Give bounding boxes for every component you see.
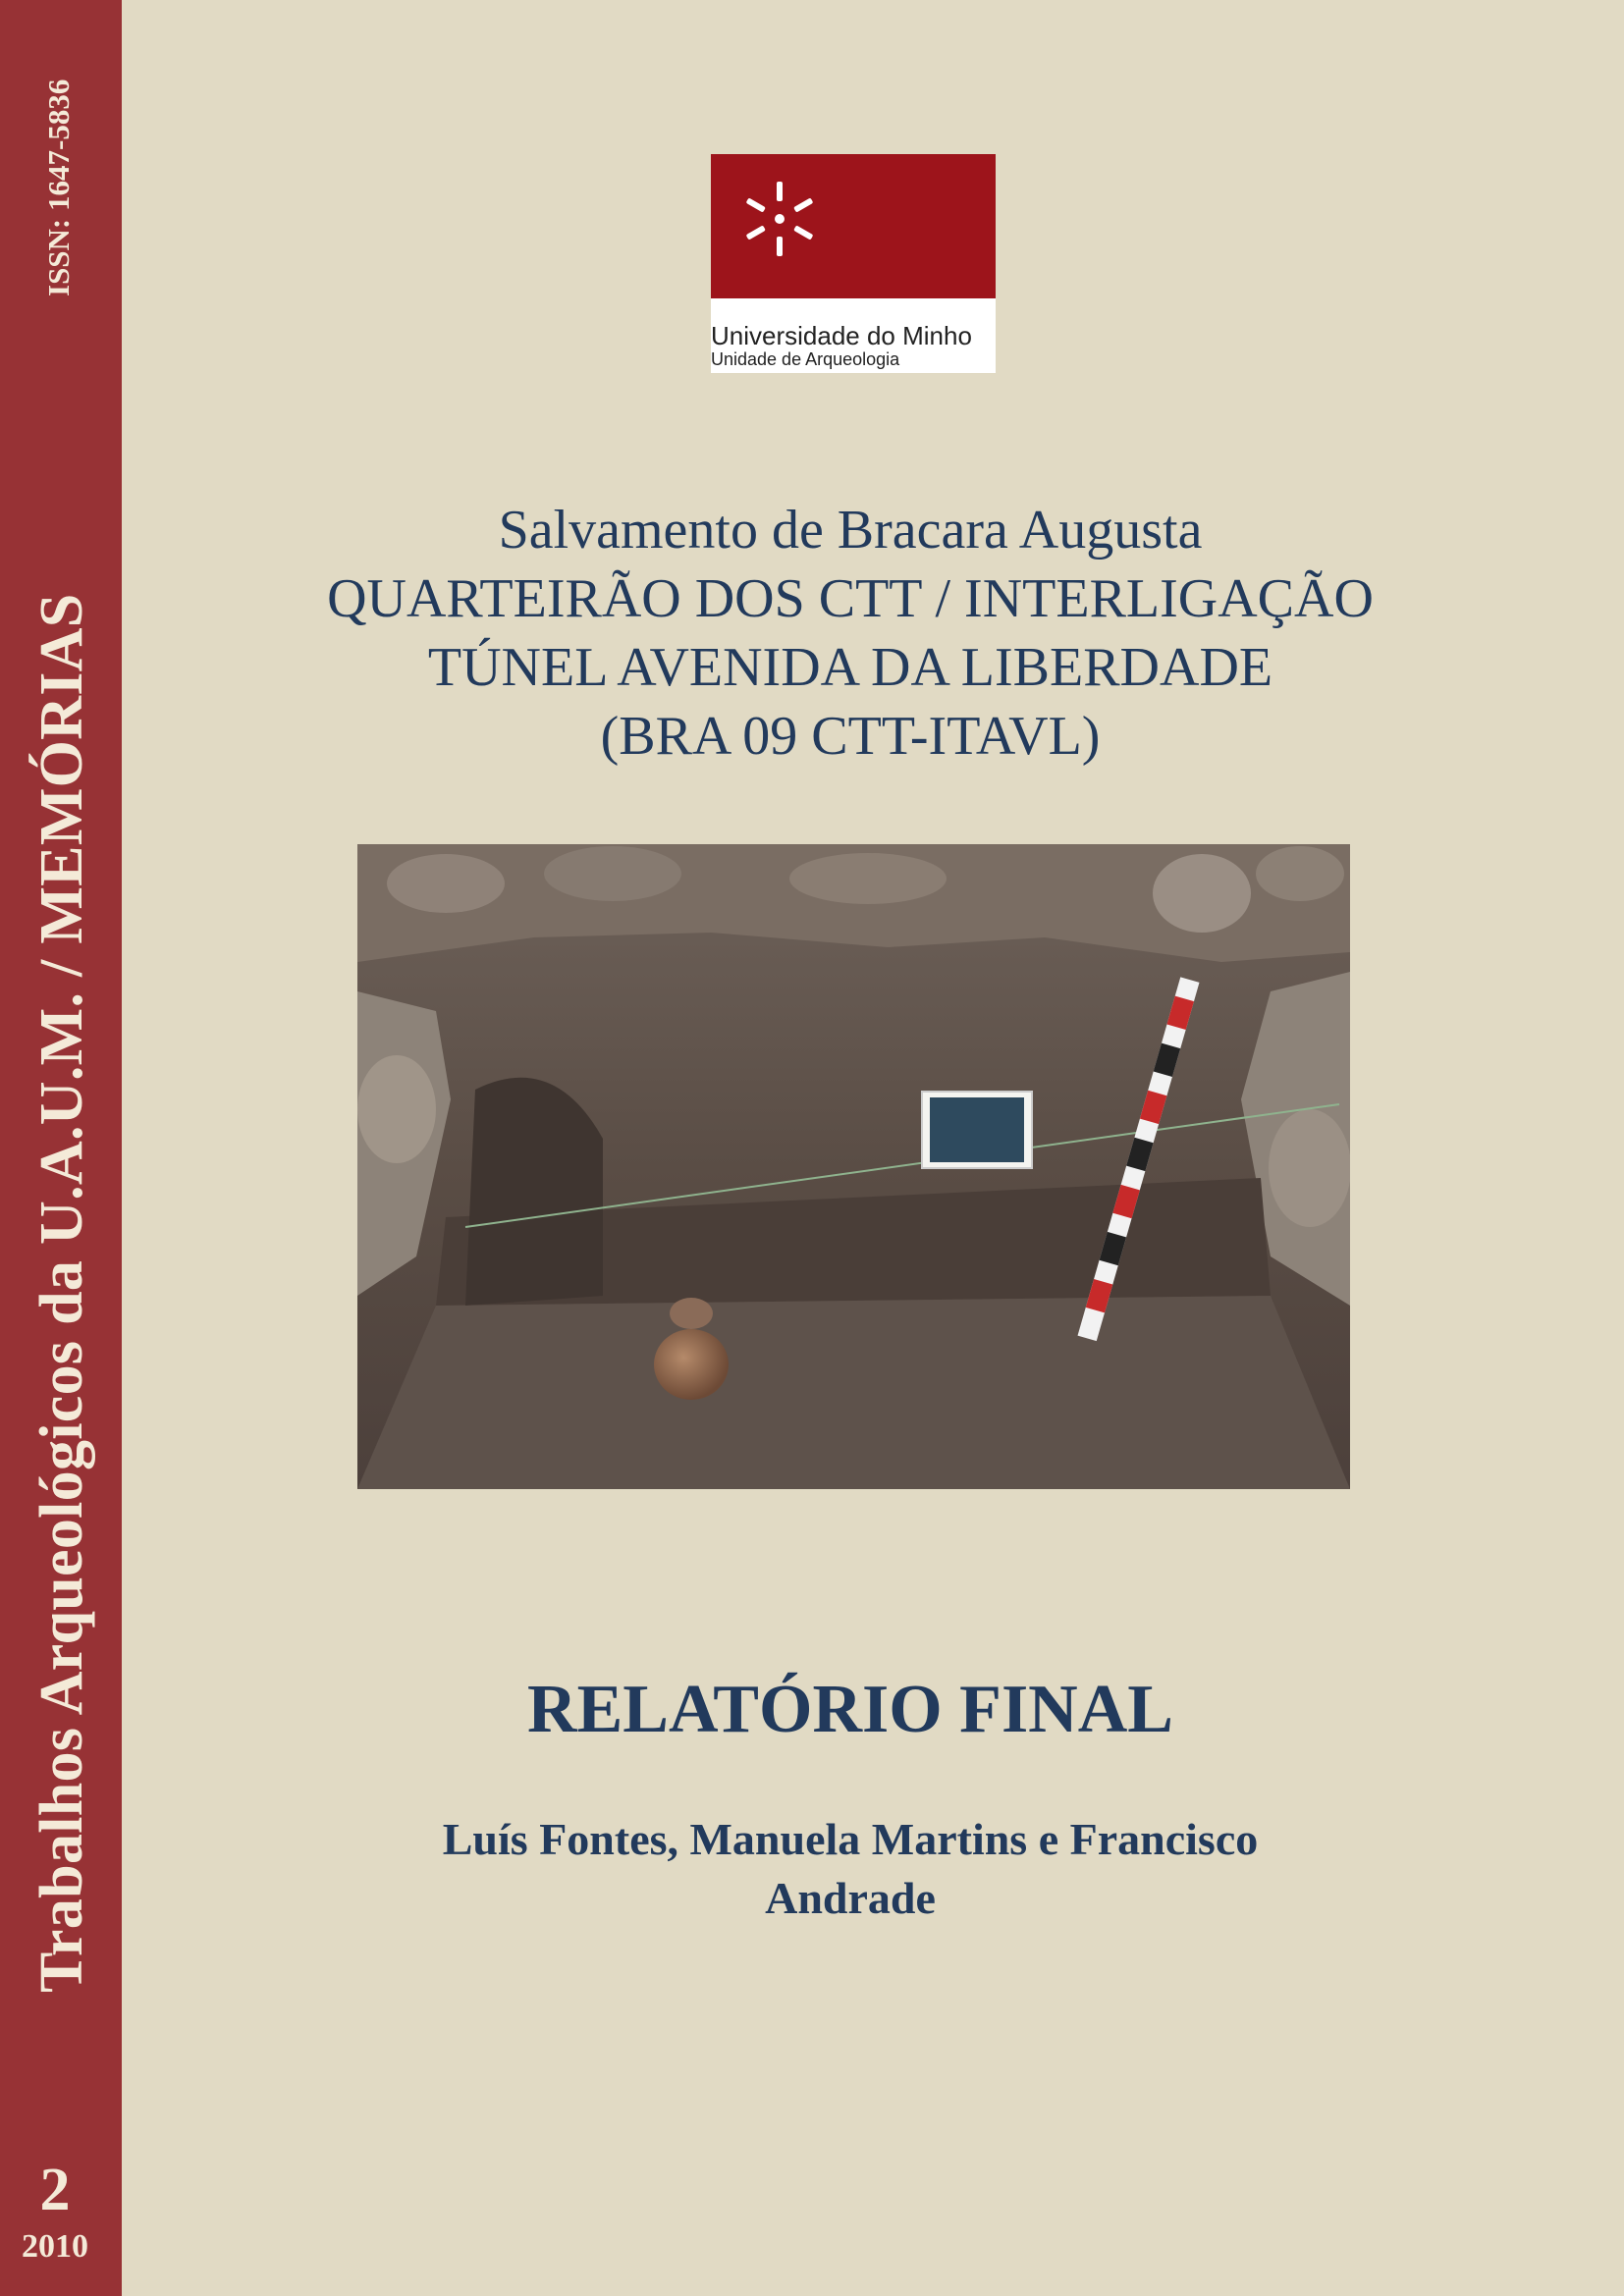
title-line-2: QUARTEIRÃO DOS CTT / INTERLIGAÇÃO [327,568,1374,629]
cover-spine [0,0,122,2296]
cover-title [122,496,1579,771]
issn-label: ISSN: 1647-5836 [41,79,76,296]
university-name: Universidade do Minho [711,321,972,350]
title-line-3: TÚNEL AVENIDA DA LIBERDADE [427,637,1273,698]
university-emblem-icon [740,180,819,258]
university-unit: Unidade de Arqueologia [711,349,900,369]
title-line-1: Salvamento de Bracara Augusta [498,500,1203,561]
university-logo [711,154,996,373]
authors [122,1810,1579,1928]
authors-line-1: Luís Fontes, Manuela Martins e Francisco [442,1814,1259,1864]
authors-line-2: Andrade [765,1873,936,1923]
logo-red-block [711,154,996,298]
series-title: Trabalhos Arqueológicos da U.A.U.M. / MEMÓRIAS [28,593,95,1993]
report-title: RELATÓRIO FINAL [527,1672,1173,1747]
title-line-4: (BRA 09 CTT-ITAVL) [600,706,1101,767]
issue-number: 2 [39,2157,71,2223]
excavation-photo [357,844,1350,1489]
issue-year: 2010 [22,2228,88,2265]
photo-ceramic-pot [654,1329,729,1400]
